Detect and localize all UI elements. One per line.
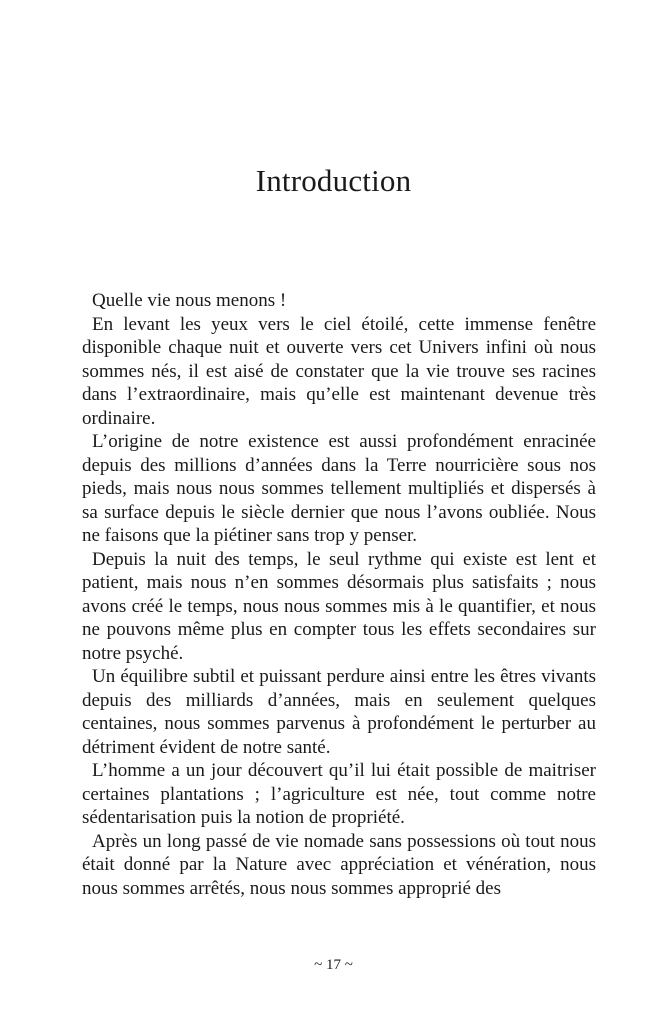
paragraph: Depuis la nuit des temps, le seul rythme qui existe est lent et patient, mais nous n’en sommes désormais plus satisfaits ; nous avons créé le temps, nous nous sommes mis à le quantifier, et nous ne pouvons même plus en compter tous les effets secondaires sur notre psyché. xyxy=(82,548,596,664)
paragraph: L’origine de notre existence est aussi profondément enracinée depuis des millions d’années dans la Terre nourricière sous nos pieds, mais nous nous sommes tellement multipliés et dispersés à sa surface depuis le siècle dernier que nous l’avons oubliée. Nous ne faisons que la piétiner sans trop y penser. xyxy=(82,431,596,546)
chapter-title: Introduction xyxy=(255,163,412,198)
paragraph: Après un long passé de vie nomade sans possessions où tout nous était donné par la Nature avec appréciation et vénération, nous nous sommes arrêtés, nous nous sommes approprié des xyxy=(82,830,596,899)
body-text xyxy=(82,289,596,900)
paragraph: Un équilibre subtil et puissant perdure ainsi entre les êtres vivants depuis des milliards d’années, mais en seulement quelques centaines, nous sommes parvenus à profondément le perturber au détriment évident de notre santé. xyxy=(82,666,596,758)
paragraph: En levant les yeux vers le ciel étoilé, cette immense fenêtre disponible chaque nuit et ouverte vers cet Univers infini où nous sommes nés, il est aisé de constater que la vie trouve ses racines dans l’extraordinaire, mais qu’elle est maintenant devenue très ordinaire. xyxy=(82,313,596,429)
paragraph: Quelle vie nous menons ! xyxy=(92,290,287,311)
paragraph: L’homme a un jour découvert qu’il lui était possible de maitriser certaines plantations ; l’agriculture est née, tout comme notre sédentarisation puis la notion de propriété. xyxy=(82,760,596,828)
page-number: ~ 17 ~ xyxy=(314,957,353,973)
